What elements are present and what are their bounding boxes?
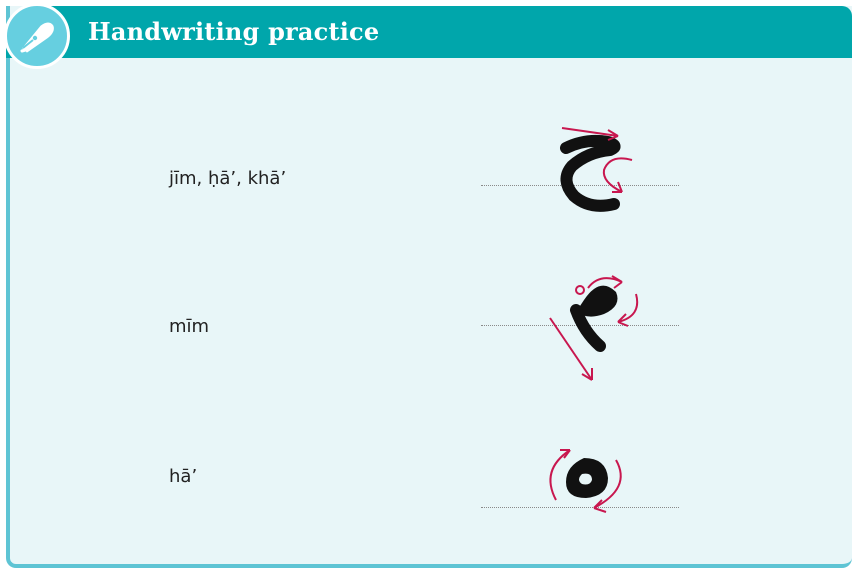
jim-letter-glyph <box>552 122 642 222</box>
practice-panel <box>6 6 852 568</box>
ha-loop <box>566 458 608 498</box>
jim-stroke <box>566 141 615 206</box>
row-label-mim: mīm <box>169 316 210 337</box>
pen-nib-icon <box>19 18 57 56</box>
section-title: Handwriting practice <box>88 17 380 46</box>
pen-nib-badge <box>4 3 70 69</box>
curve-arrow <box>604 158 632 192</box>
row-label-jim: jīm, ḥā’, khā’ <box>169 168 287 189</box>
mim-letter-glyph <box>544 262 654 390</box>
ha-letter-glyph <box>536 440 632 524</box>
row-label-ha: hā’ <box>169 466 198 487</box>
